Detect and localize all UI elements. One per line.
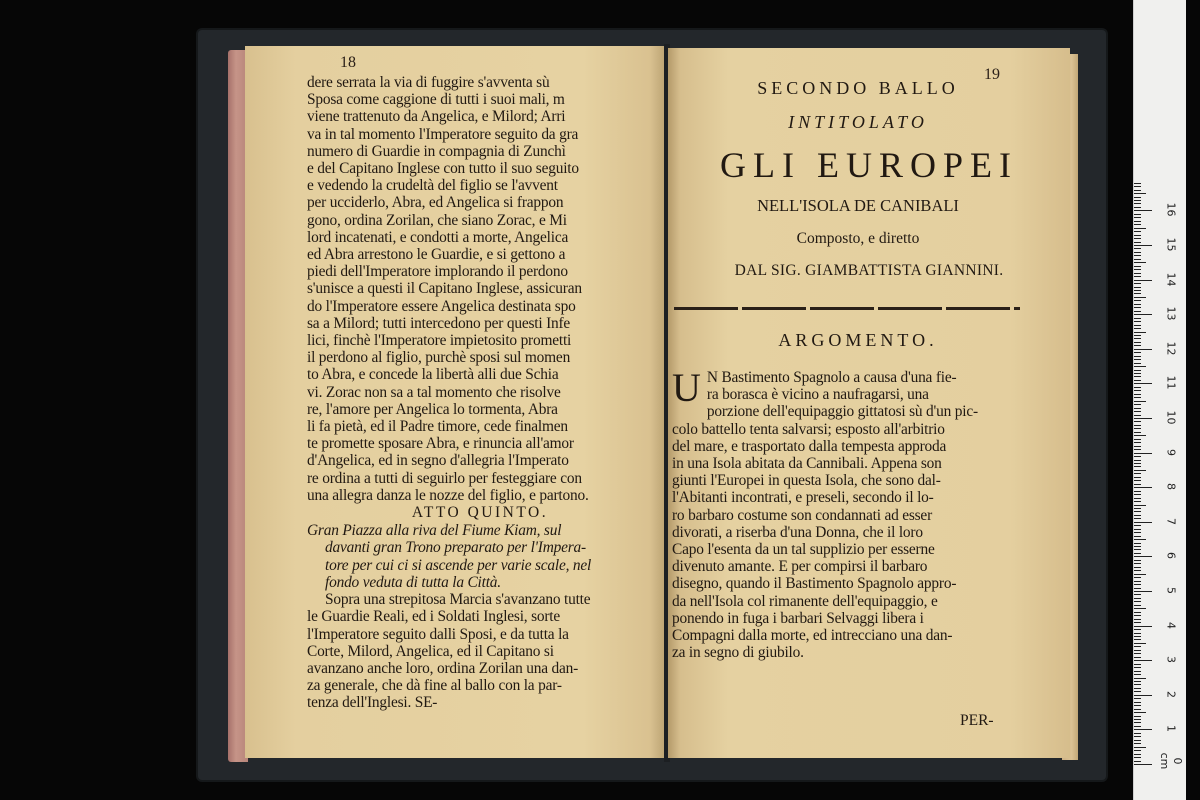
ruler-tick [1134,529,1141,530]
ruler-tick [1134,691,1141,692]
ruler-tick [1134,345,1141,346]
ruler-tick [1134,653,1141,654]
ruler-tick [1134,373,1141,374]
ruler-tick [1134,224,1141,225]
ruler-tick [1134,335,1141,336]
text-line: Sopra una strepitosa Marcia s'avanzano tutte [325,591,591,609]
text-line: il perdono al figlio, purchè sposi sul momen [307,349,571,367]
text-line: in una Isola abitata da Cannibali. Appena son [672,455,942,473]
text-line: divorati, a riserba d'una Donna, che il loro [672,523,923,541]
scene-description [307,522,663,591]
ruler-tick [1134,338,1141,339]
title-gli-europei: GLI EUROPEI [720,145,1018,185]
ruler-tick [1134,435,1146,436]
ruler-tick [1134,311,1141,312]
subtitle-author: DAL SIG. GIAMBATTISTA GIANNINI. [734,262,1004,279]
ruler-tick [1134,664,1141,665]
ruler-unit-label: 0 cm [1158,752,1184,770]
ruler-tick [1134,252,1141,253]
ruler-tick [1134,318,1141,319]
ruler-tick [1134,418,1152,419]
ruler-tick [1134,221,1141,222]
ruler-tick [1134,200,1141,201]
ruler-tick [1134,639,1141,640]
ruler-tick [1134,442,1141,443]
text-line: d'Angelica, ed in segno d'allegria l'Imperato [307,452,569,470]
ruler-number: 8 [1164,483,1178,491]
ruler-tick [1134,633,1141,634]
ruler-tick [1134,539,1146,540]
ruler-tick [1134,574,1146,575]
ruler-number: 3 [1164,656,1178,664]
ruler-tick [1134,376,1141,377]
ruler-tick [1134,553,1141,554]
ruler-tick [1134,525,1141,526]
subtitle-composto: Composto, e diretto [796,230,920,247]
ruler-tick [1134,601,1141,602]
text-line: ra borasca è vicino a naufragarsi, una [706,386,929,404]
ruler-tick [1134,754,1141,755]
ruler-number: 15 [1164,237,1178,252]
ruler-tick [1134,581,1141,582]
ruler-tick [1134,549,1141,550]
text-line: Corte, Milord, Angelica, ed il Capitano si [307,642,554,660]
ruler-tick [1134,501,1141,502]
text-line: piedi dell'Imperatore implorando il perdono [307,263,568,281]
ruler-number: 5 [1164,587,1178,594]
ruler-tick [1134,290,1141,291]
ruler-tick [1134,546,1141,547]
ruler-tick [1134,657,1141,658]
subtitle-isola: NELL'ISOLA DE CANIBALI [757,196,959,215]
ruler-tick [1134,577,1141,578]
ruler-tick [1134,684,1141,685]
ruler-tick [1134,248,1141,249]
ruler-tick [1134,716,1141,717]
ruler-tick [1134,342,1141,343]
text-line: gono, ordina Zorilan, che siano Zorac, e Mi [307,211,567,229]
text-line: te promette sposare Abra, e rinuncia all'amor [307,435,574,453]
left-page-text [307,74,663,712]
ruler-tick [1134,505,1146,506]
ruler-tick [1134,466,1141,467]
ruler-tick [1134,356,1141,357]
text-line: lici, finchè l'Imperatore impietosito prometti [307,332,572,350]
text-line: colo battello tenta salvarsi; esposto all'arbitrio [672,420,945,438]
ruler-tick [1134,186,1141,187]
decorative-rule [674,307,1020,310]
ruler-tick [1134,401,1146,402]
ruler-tick [1134,702,1141,703]
ruler-tick [1134,300,1141,301]
text-line: re ordina a tutti di seguirlo per festeggiare con [307,469,582,487]
ruler-tick [1134,532,1141,533]
argument-lines [672,365,1042,662]
text-line: l'Abitanti incontrati, e preseli, secondo il lo- [672,489,934,507]
text-line: fondo veduta di tutta la Città. [325,573,501,591]
ruler-tick [1134,321,1141,322]
ruler-tick [1134,446,1141,447]
ruler-tick [1134,671,1141,672]
ruler-tick [1134,674,1141,675]
ruler-tick [1134,646,1141,647]
ruler-tick [1134,408,1141,409]
text-line: l'Imperatore seguito dalli Sposi, e da tutta la [307,625,569,643]
text-line: numero di Guardie in compagnia di Zunchì [307,142,566,160]
ruler-number: 10 [1164,410,1178,425]
ruler-tick [1134,667,1141,668]
ruler-tick [1134,349,1152,350]
measuring-ruler [1133,0,1186,800]
ruler-tick [1134,494,1141,495]
ruler-number: 6 [1164,552,1178,560]
left-body-lines [307,74,663,504]
ruler-tick [1134,193,1146,194]
text-line: Capo l'esenta da un tal supplizio per esserne [672,541,935,559]
ruler-tick [1134,449,1141,450]
text-line: Gran Piazza alla riva del Fiume Kiam, sul [307,522,562,540]
text-line: tore per cui ci si ascende per varie scale, nel [325,556,592,574]
ruler-tick [1134,383,1152,384]
ruler-number: 16 [1164,202,1178,217]
ruler-number: 14 [1164,272,1178,287]
ruler-tick [1134,190,1141,191]
text-line: e vedendo la crudeltà del figlio se l'avvent [307,177,558,195]
ruler-tick [1134,304,1141,305]
title-intitolato: INTITOLATO [788,112,928,132]
ruler-tick [1134,695,1152,696]
ruler-tick [1134,477,1141,478]
ruler-tick [1134,217,1141,218]
text-line: za generale, che dà fine al ballo con la par- [307,677,562,695]
text-line: davanti gran Trono preparato per l'Impera- [325,539,586,557]
ruler-number: 1 [1164,725,1178,733]
ruler-tick [1134,681,1141,682]
ruler-tick [1134,719,1141,720]
text-line: ponendo in fuga i barbari Selvaggi libera i [672,609,924,627]
act-heading: ATTO QUINTO. [411,504,549,522]
text-line: del mare, e trasportato dalla tempesta approda [672,437,947,455]
ruler-tick [1134,688,1141,689]
ruler-tick [1134,359,1141,360]
ruler-tick [1134,743,1141,744]
ruler-tick [1134,619,1141,620]
ruler-tick [1134,588,1141,589]
ruler-tick [1134,325,1141,326]
text-line: giunti l'Europei in questa Isola, che sono dal- [672,472,941,490]
argument-heading: ARGOMENTO. [778,330,938,350]
ruler-tick [1134,456,1141,457]
text-line: ro barbaro costume son condannati ad esser [672,506,932,524]
page-number-right: 19 [984,66,1000,83]
ruler-tick [1134,207,1141,208]
page-number-left: 18 [340,54,356,71]
ruler-tick [1134,567,1141,568]
ruler-tick [1134,605,1141,606]
ruler-tick [1134,411,1141,412]
text-line: re, l'amore per Angelica lo tormenta, Abra [307,400,558,418]
ruler-tick [1134,332,1146,333]
ruler-tick [1134,425,1141,426]
ruler-tick [1134,352,1141,353]
text-line: le Guardie Reali, ed i Soldati Inglesi, sorte [307,608,561,626]
text-line: ed Abra arrestono le Guardie, e si gettono a [307,246,566,264]
ruler-tick [1134,643,1146,644]
ruler-number: 4 [1164,621,1178,629]
text-line: dere serrata la via di fuggire s'avventa sù [307,74,550,91]
ruler-tick [1134,307,1141,308]
ruler-tick [1134,764,1152,765]
ruler-tick [1134,269,1141,270]
ruler-tick [1134,463,1141,464]
ruler-tick [1134,591,1152,592]
text-line: da nell'Isola col rimanente dell'equipaggio, e [672,592,938,610]
text-line: li fa pietà, ed il Padre timore, cede finalmen [307,418,568,436]
argument-text [672,365,1042,662]
ruler-tick [1134,255,1141,256]
ruler-tick [1134,203,1141,204]
ruler-tick [1134,629,1141,630]
text-line: za in segno di giubilo. [672,644,804,662]
ruler-tick [1134,722,1141,723]
text-line: disegno, quando il Bastimento Spagnolo appro- [672,575,957,593]
ruler-tick [1134,439,1141,440]
text-line: una allegra danza le nozze del figlio, e partono. [307,486,589,504]
ruler-tick [1134,736,1141,737]
ruler-tick [1134,473,1141,474]
ruler-tick [1134,421,1141,422]
text-line: tenza dell'Inglesi. SE- [307,694,438,712]
ruler-tick [1134,750,1141,751]
ruler-tick [1134,612,1141,613]
text-line: s'unisce a questi il Capitano Inglese, assicuran [307,280,582,298]
ruler-tick [1134,729,1152,730]
ruler-tick [1134,498,1141,499]
ruler-tick [1134,363,1141,364]
ruler-tick [1134,543,1141,544]
ruler-tick [1134,245,1152,246]
ruler-tick [1134,487,1152,488]
ruler-tick [1134,314,1152,315]
ruler-tick [1134,511,1141,512]
ruler-tick [1134,660,1152,661]
ruler-tick [1134,460,1141,461]
text-line: per ucciderlo, Abra, ed Angelica si frappon [307,194,564,212]
text-line: viene trattenuto da Angelica, e Milord; Arri [307,108,566,126]
ruler-tick [1134,747,1146,748]
text-line: avanzano anche loro, ordina Zorilan una dan- [307,659,579,677]
ruler-tick [1134,733,1141,734]
ruler-tick [1134,238,1141,239]
ruler-tick [1134,432,1141,433]
catchword: PER- [960,712,994,729]
text-line: porzione dell'equipaggio gittatosi sù d'un pic- [706,403,978,421]
ruler-tick [1134,560,1141,561]
text-line: divenuto amante. E per compirsi il barbaro [672,558,928,576]
ruler-tick [1134,387,1141,388]
ruler-tick [1134,293,1141,294]
text-line: Compagni dalla morte, ed intrecciano una dan- [672,627,953,645]
ruler-tick [1134,598,1141,599]
ruler-tick [1134,259,1141,260]
ruler-tick [1134,280,1152,281]
text-line: Sposa come caggione di tutti i suoi mali, m [307,91,565,109]
text-line: vi. Zorac non sa a tal momento che risolve [307,383,561,401]
drop-cap: U [672,365,701,410]
ruler-tick [1134,266,1141,267]
ruler-tick [1134,287,1141,288]
ruler-tick [1134,197,1141,198]
ruler-number: 12 [1164,341,1178,356]
ruler-tick [1134,698,1141,699]
ruler-tick [1134,470,1146,471]
text-line: do l'Imperatore essere Angelica destinata spo [307,297,576,315]
text-line: lord incatenati, e condotti a morte, Angelica [307,228,569,246]
ruler-number: 13 [1164,306,1178,321]
ruler-tick [1134,570,1141,571]
ruler-tick [1134,453,1152,454]
ruler-tick [1134,556,1152,557]
ruler-tick [1134,761,1141,762]
ruler-tick [1134,712,1146,713]
ruler-tick [1134,678,1146,679]
ruler-tick [1134,518,1141,519]
ruler-tick [1134,297,1146,298]
ruler-tick [1134,608,1146,609]
ruler-number: 11 [1164,375,1178,390]
ruler-tick [1134,650,1141,651]
ruler-tick [1134,404,1141,405]
ruler-tick [1134,740,1141,741]
ruler-number: 2 [1164,690,1178,698]
ruler-tick [1134,380,1141,381]
ruler-tick [1134,262,1146,263]
text-line: sa a Milord; tutti intercedono per questi Infe [307,314,571,332]
ruler-tick [1134,397,1141,398]
ruler-number: 9 [1164,448,1178,456]
ruler-tick [1134,210,1152,211]
ruler-number: 7 [1164,517,1178,525]
ruler-tick [1134,626,1152,627]
ruler-tick [1134,390,1141,391]
ruler-tick [1134,276,1141,277]
ruler-tick [1134,508,1141,509]
closing-paragraph [307,591,663,711]
ruler-tick [1134,228,1146,229]
ruler-tick [1134,231,1141,232]
ruler-tick [1134,415,1141,416]
ruler-tick [1134,536,1141,537]
ruler-tick [1134,636,1141,637]
text-line: to Abra, e concede la libertà alli due Schia [307,366,559,384]
ruler-tick [1134,515,1141,516]
ruler-tick [1134,705,1141,706]
text-line: e del Capitano Inglese con tutto il suo seguito [307,160,579,178]
ruler-tick [1134,273,1141,274]
ruler-tick [1134,522,1152,523]
text-line: va in tal momento l'Imperatore seguito da gra [307,125,579,143]
ruler-tick [1134,428,1141,429]
text-line: N Bastimento Spagnolo a causa d'una fie- [706,369,957,386]
ruler-tick [1134,709,1141,710]
right-page [668,48,1070,758]
ruler-tick [1134,757,1141,758]
ruler-tick [1134,480,1141,481]
ruler-tick [1134,615,1141,616]
ruler-tick [1134,366,1146,367]
ruler-tick [1134,726,1141,727]
ruler-tick [1134,594,1141,595]
ruler-tick [1134,491,1141,492]
ruler-tick [1134,484,1141,485]
ruler-tick [1134,394,1141,395]
ruler-tick [1134,328,1141,329]
ruler-tick [1134,183,1141,184]
ruler-tick [1134,214,1141,215]
ruler-tick [1134,235,1141,236]
ruler-tick [1134,622,1141,623]
ruler-tick [1134,370,1141,371]
left-page [245,46,667,758]
title-secondo-ballo: SECONDO BALLO [757,78,959,98]
ruler-tick [1134,242,1141,243]
ruler-tick [1134,283,1141,284]
ruler-tick [1134,584,1141,585]
ruler-tick [1134,563,1141,564]
